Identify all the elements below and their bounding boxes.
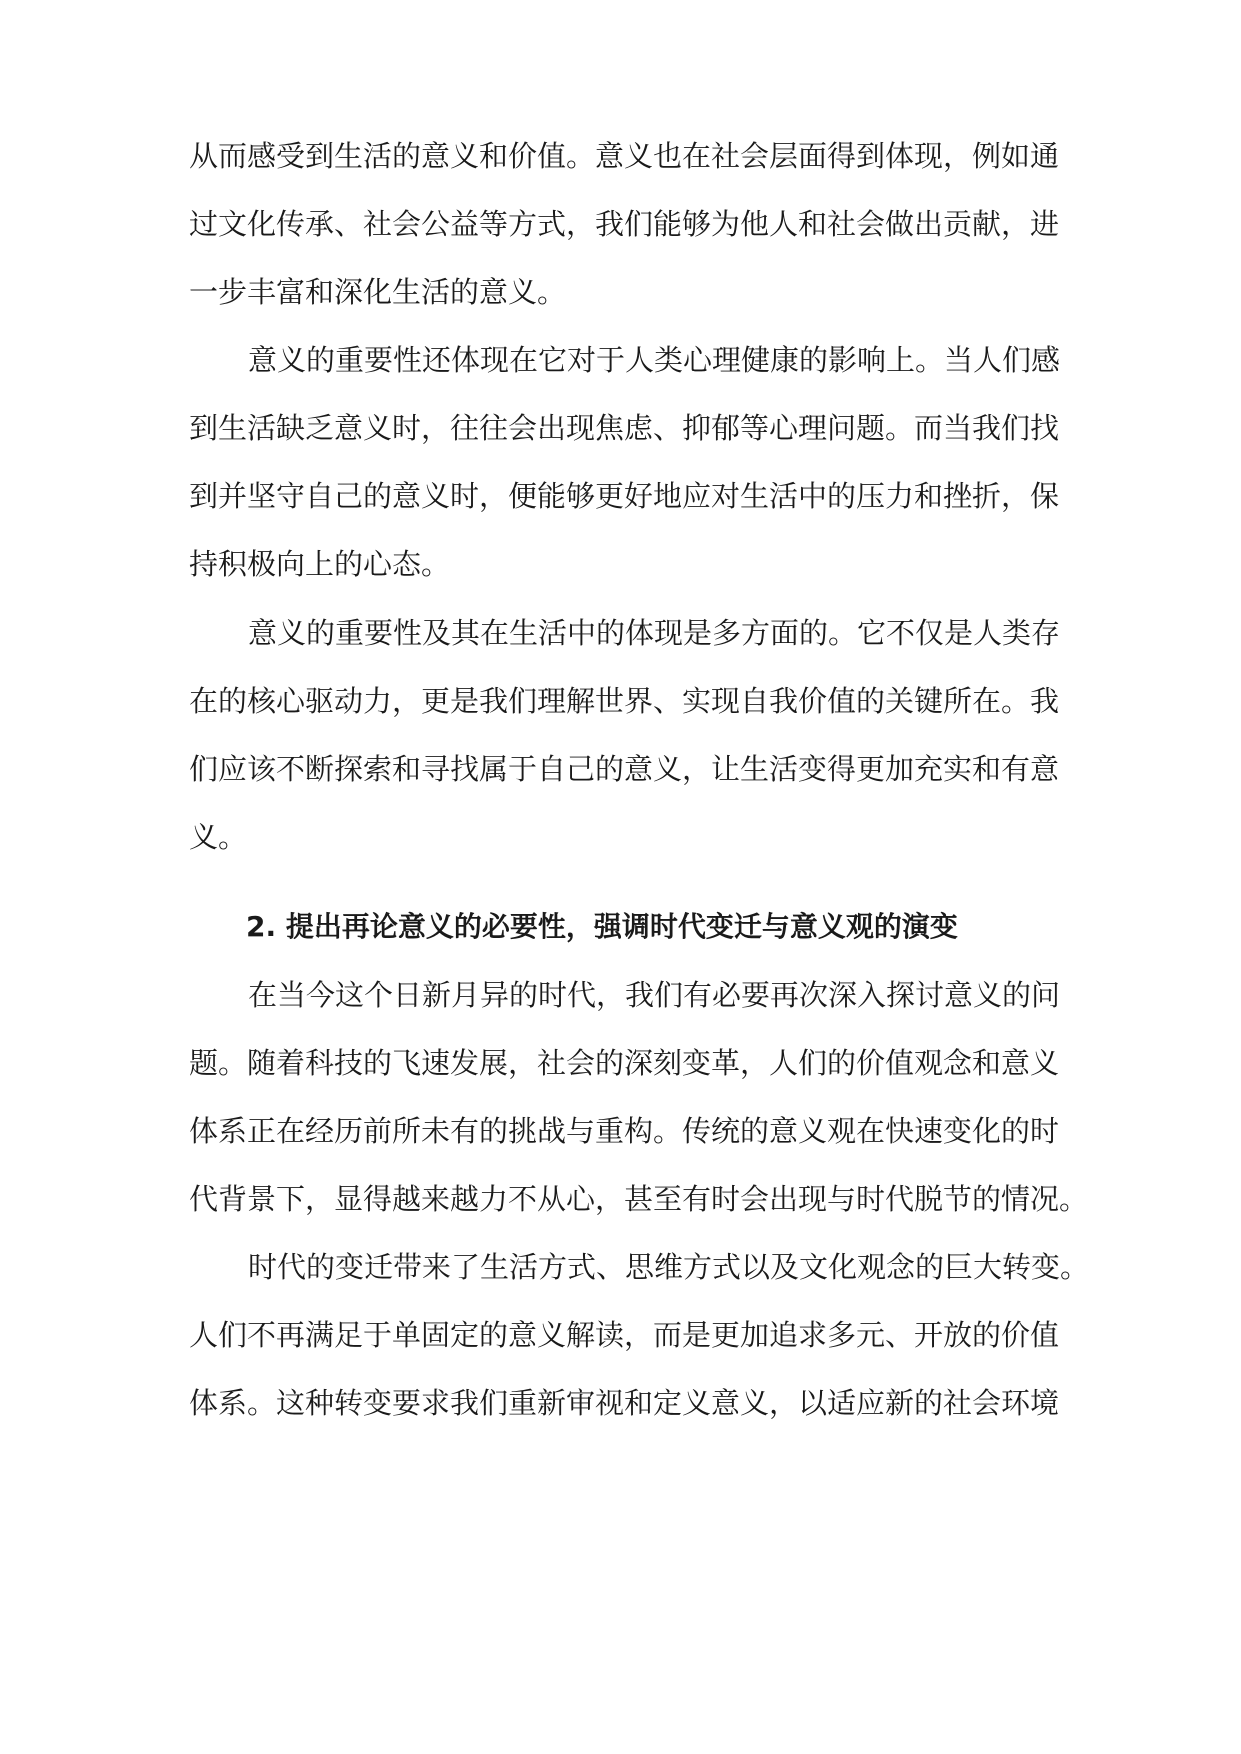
text-line: 代背景下，显得越来越力不从心，甚至有时会出现与时代脱节的情况。 [189,1182,1089,1216]
text-line: 人们不再满足于单固定的意义解读，而是更加追求多元、开放的价值 [189,1318,1060,1352]
text-line: 们应该不断探索和寻找属于自己的意义，让生活变得更加充实和有意 [189,752,1060,786]
text-line: 到生活缺乏意义时，往往会出现焦虑、抑郁等心理问题。而当我们找 [189,411,1060,445]
text-line: 义。 [189,820,248,854]
paragraph-first-line: 意义的重要性及其在生活中的体现是多方面的。它不仅是人类存 [248,616,1061,650]
paragraph-first-line: 意义的重要性还体现在它对于人类心理健康的影响上。当人们感 [248,343,1061,377]
text-line: 体系正在经历前所未有的挑战与重构。传统的意义观在快速变化的时 [189,1114,1060,1148]
section-heading: 2. 提出再论意义的必要性，强调时代变迁与意义观的演变 [246,910,958,943]
text-line: 到并坚守自己的意义时，便能够更好地应对生活中的压力和挫折，保 [189,479,1060,513]
paragraph-first-line: 时代的变迁带来了生活方式、思维方式以及文化观念的巨大转变。 [248,1250,1090,1284]
paragraph-first-line: 在当今这个日新月异的时代，我们有必要再次深入探讨意义的问 [248,978,1061,1012]
text-line: 过文化传承、社会公益等方式，我们能够为他人和社会做出贡献，进 [189,207,1060,241]
text-line: 持积极向上的心态。 [189,547,451,581]
text-line: 体系。这种转变要求我们重新审视和定义意义，以适应新的社会环境 [189,1386,1060,1420]
text-line: 从而感受到生活的意义和价值。意义也在社会层面得到体现，例如通 [189,139,1060,173]
text-line: 在的核心驱动力，更是我们理解世界、实现自我价值的关键所在。我 [189,684,1060,718]
text-line: 一步丰富和深化生活的意义。 [189,275,567,309]
text-line: 题。随着科技的飞速发展，社会的深刻变革，人们的价值观念和意义 [189,1046,1060,1080]
